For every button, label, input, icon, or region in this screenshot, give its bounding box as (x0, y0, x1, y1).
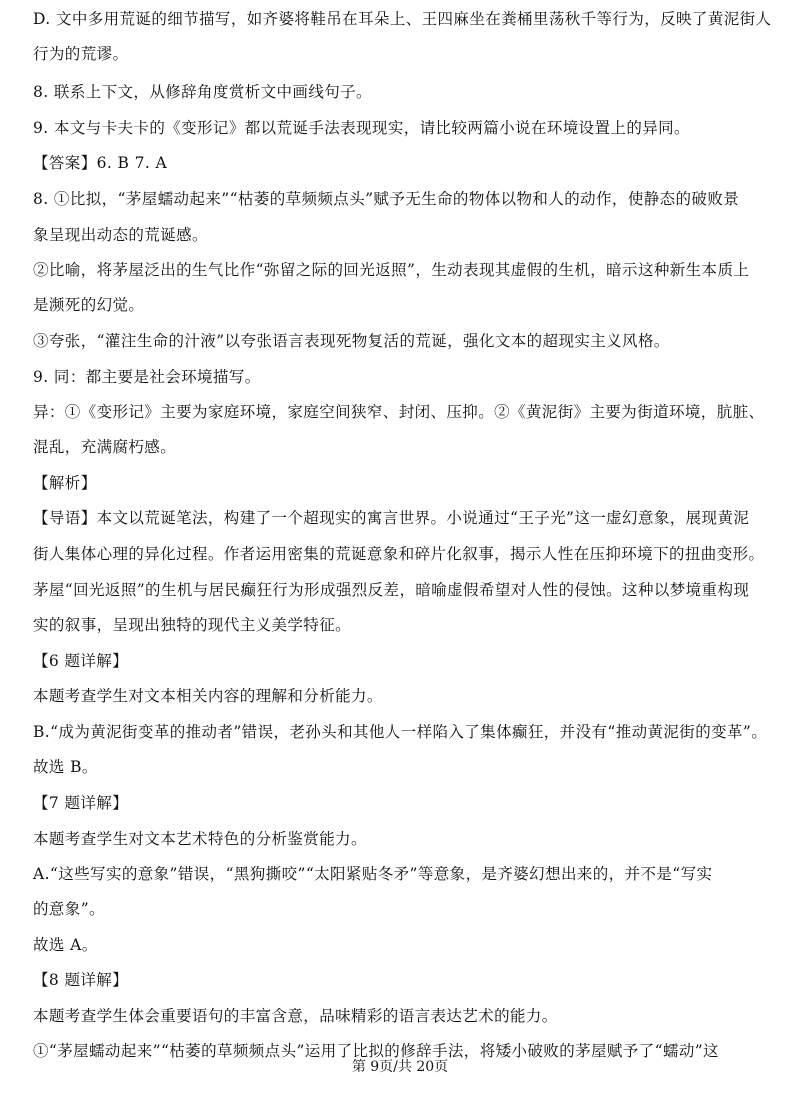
text-line: D. 文中多用荒诞的细节描写，如齐婆将鞋吊在耳朵上、王四麻坐在粪桶里荡秋千等行为，反映了黄泥街人 (33, 10, 772, 28)
text-line: 本题考查学生体会重要语句的丰富含意，品味精彩的语言表达艺术的能力。 (33, 1007, 558, 1025)
text-line: 茅屋“回光返照”的生机与居民癫狂行为形成强烈反差，暗喻虚假希望对人性的侵蚀。这种以梦境重构现 (33, 581, 750, 599)
text-line: 异：①《变形记》主要为家庭环境，家庭空间狭窄、封闭、压抑。②《黄泥街》主要为街道环境，肮脏、 (33, 403, 765, 421)
text-line: 实的叙事，呈现出独特的现代主义美学特征。 (33, 616, 352, 634)
text-line: ①“茅屋蠕动起来”“枯萎的草频频点头”运用了比拟的修辞手法，将矮小破败的茅屋赋予了“蠕动”这 (33, 1042, 719, 1060)
section-heading-7: 【7 题详解】 (33, 794, 129, 812)
text-line: 行为的荒谬。 (33, 45, 129, 63)
text-line: 街人集体心理的异化过程。作者运用密集的荒诞意象和碎片化叙事，揭示人性在压抑环境下的扭曲变形。 (33, 545, 765, 563)
text-line: A.“这些写实的意象”错误，“黑狗撕咬”“太阳紧贴冬矛”等意象，是齐婆幻想出来的，并不是“写实 (33, 865, 713, 883)
text-line: 故选 B。 (33, 758, 98, 776)
answer-heading: 【答案】6. B 7. A (33, 154, 168, 172)
question-9: 9. 本文与卡夫卡的《变形记》都以荒诞手法表现现实，请比较两篇小说在环境设置上的异同。 (33, 119, 690, 137)
analysis-heading: 【解析】 (33, 474, 97, 492)
text-line: ②比喻，将茅屋泛出的生气比作“弥留之际的回光返照”，生动表现其虚假的生机，暗示这种新生本质上 (33, 261, 750, 279)
section-heading-6: 【6 题详解】 (33, 652, 129, 670)
text-line: 的意象”。 (33, 900, 105, 918)
text-line: 是濒死的幻觉。 (33, 296, 145, 314)
text-line: 8. ①比拟，“茅屋蠕动起来”“枯萎的草频频点头”赋予无生命的物体以物和人的动作，使静态的破败景 (33, 190, 740, 208)
section-heading-8: 【8 题详解】 (33, 971, 129, 989)
text-line: 故选 A。 (33, 936, 98, 954)
text-line: 【导语】本文以荒诞笔法，构建了一个超现实的寓言世界。小说通过“王子光”这一虚幻意象，展现黄泥 (33, 509, 750, 527)
text-line: 本题考查学生对文本艺术特色的分析鉴赏能力。 (33, 830, 367, 848)
question-8: 8. 联系上下文，从修辞角度赏析文中画线句子。 (33, 83, 372, 101)
page-number: 第 9页/共 20页 (351, 1059, 449, 1075)
text-line: 9. 同：都主要是社会环境描写。 (33, 368, 261, 386)
text-line: 象呈现出动态的荒诞感。 (33, 226, 208, 244)
text-line: 混乱，充满腐朽感。 (33, 438, 177, 456)
text-line: 本题考查学生对文本相关内容的理解和分析能力。 (33, 687, 383, 705)
text-line: B.“成为黄泥街变革的推动者”错误，老孙头和其他人一样陷入了集体癫狂，并没有“推动黄泥街的变革”。 (33, 723, 768, 741)
text-line: ③夸张，“灌注生命的汁液”以夸张语言表现死物复活的荒诞，强化文本的超现实主义风格。 (33, 332, 670, 350)
